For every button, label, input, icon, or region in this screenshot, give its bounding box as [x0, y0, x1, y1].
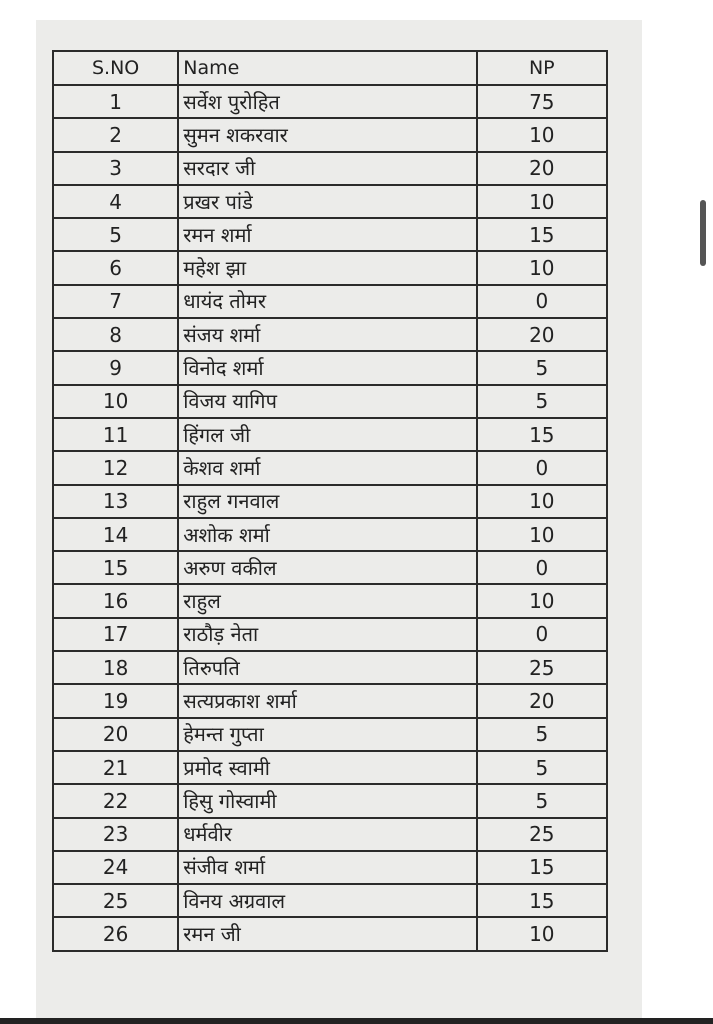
cell-sno: 20: [53, 718, 178, 751]
cell-sno: 16: [53, 584, 178, 617]
cell-np: 15: [477, 218, 607, 251]
cell-name: सुमन शकरवार: [178, 118, 476, 151]
table-row: [53, 818, 607, 851]
table-row: [53, 784, 607, 817]
scrollbar-thumb[interactable]: [700, 200, 706, 266]
table-row: [53, 351, 607, 384]
cell-name: तिरुपति: [178, 651, 476, 684]
cell-np: 15: [477, 418, 607, 451]
cell-sno: 5: [53, 218, 178, 251]
column-header-np: NP: [477, 51, 607, 85]
table-row: [53, 118, 607, 151]
column-header-name: Name: [178, 51, 476, 85]
cell-name: संजय शर्मा: [178, 318, 476, 351]
cell-sno: 9: [53, 351, 178, 384]
cell-sno: 7: [53, 285, 178, 318]
cell-sno: 1: [53, 85, 178, 118]
cell-name: केशव शर्मा: [178, 451, 476, 484]
cell-np: 20: [477, 152, 607, 185]
cell-np: 0: [477, 618, 607, 651]
table-row: [53, 917, 607, 950]
cell-name: प्रमोद स्वामी: [178, 751, 476, 784]
table-row: [53, 651, 607, 684]
table-row: [53, 684, 607, 717]
cell-np: 0: [477, 451, 607, 484]
cell-np: 15: [477, 851, 607, 884]
cell-name: अरुण वकील: [178, 551, 476, 584]
table-row: [53, 884, 607, 917]
cell-np: 5: [477, 751, 607, 784]
cell-name: राठौड़ नेता: [178, 618, 476, 651]
table-row: [53, 618, 607, 651]
table-header-row: [53, 51, 607, 85]
cell-sno: 12: [53, 451, 178, 484]
cell-np: 0: [477, 285, 607, 318]
cell-name: सर्वेश पुरोहित: [178, 85, 476, 118]
cell-sno: 17: [53, 618, 178, 651]
cell-np: 10: [477, 251, 607, 284]
cell-np: 10: [477, 584, 607, 617]
cell-name: रमन जी: [178, 917, 476, 950]
table-row: [53, 152, 607, 185]
cell-np: 5: [477, 385, 607, 418]
cell-name: संजीव शर्मा: [178, 851, 476, 884]
cell-np: 10: [477, 485, 607, 518]
cell-name: धायंद तोमर: [178, 285, 476, 318]
table-row: [53, 718, 607, 751]
cell-name: सत्यप्रकाश शर्मा: [178, 684, 476, 717]
cell-name: अशोक शर्मा: [178, 518, 476, 551]
table-row: [53, 85, 607, 118]
table-row: [53, 285, 607, 318]
table-row: [53, 485, 607, 518]
cell-np: 5: [477, 351, 607, 384]
cell-np: 5: [477, 718, 607, 751]
cell-sno: 26: [53, 917, 178, 950]
cell-sno: 2: [53, 118, 178, 151]
table-row: [53, 584, 607, 617]
table-row: [53, 318, 607, 351]
table-row: [53, 418, 607, 451]
cell-sno: 25: [53, 884, 178, 917]
cell-sno: 22: [53, 784, 178, 817]
cell-sno: 24: [53, 851, 178, 884]
cell-np: 10: [477, 917, 607, 950]
cell-name: विनोद शर्मा: [178, 351, 476, 384]
cell-np: 10: [477, 118, 607, 151]
cell-np: 5: [477, 784, 607, 817]
cell-name: राहुल गनवाल: [178, 485, 476, 518]
cell-name: धर्मवीर: [178, 818, 476, 851]
cell-sno: 11: [53, 418, 178, 451]
cell-name: प्रखर पांडे: [178, 185, 476, 218]
cell-name: हिसु गोस्वामी: [178, 784, 476, 817]
cell-sno: 18: [53, 651, 178, 684]
cell-sno: 3: [53, 152, 178, 185]
cell-sno: 21: [53, 751, 178, 784]
cell-np: 25: [477, 651, 607, 684]
cell-name: रमन शर्मा: [178, 218, 476, 251]
cell-name: हिंगल जी: [178, 418, 476, 451]
table-row: [53, 218, 607, 251]
cell-name: सरदार जी: [178, 152, 476, 185]
cell-name: विजय यागिप: [178, 385, 476, 418]
cell-sno: 10: [53, 385, 178, 418]
table-row: [53, 518, 607, 551]
cell-np: 20: [477, 684, 607, 717]
cell-np: 25: [477, 818, 607, 851]
cell-sno: 4: [53, 185, 178, 218]
cell-np: 10: [477, 185, 607, 218]
cell-name: हेमन्त गुप्ता: [178, 718, 476, 751]
cell-np: 15: [477, 884, 607, 917]
column-header-sno: S.NO: [53, 51, 178, 85]
cell-name: विनय अग्रवाल: [178, 884, 476, 917]
cell-name: राहुल: [178, 584, 476, 617]
cell-sno: 15: [53, 551, 178, 584]
cell-sno: 13: [53, 485, 178, 518]
table-row: [53, 851, 607, 884]
cell-sno: 19: [53, 684, 178, 717]
cell-np: 0: [477, 551, 607, 584]
np-table: [52, 50, 608, 952]
cell-np: 20: [477, 318, 607, 351]
table-row: [53, 185, 607, 218]
table-row: [53, 451, 607, 484]
table-row: [53, 385, 607, 418]
bottom-bar: [0, 1018, 713, 1024]
cell-name: महेश झा: [178, 251, 476, 284]
cell-np: 10: [477, 518, 607, 551]
table-row: [53, 751, 607, 784]
table-row: [53, 551, 607, 584]
cell-np: 75: [477, 85, 607, 118]
cell-sno: 14: [53, 518, 178, 551]
table-row: [53, 251, 607, 284]
cell-sno: 23: [53, 818, 178, 851]
cell-sno: 6: [53, 251, 178, 284]
cell-sno: 8: [53, 318, 178, 351]
